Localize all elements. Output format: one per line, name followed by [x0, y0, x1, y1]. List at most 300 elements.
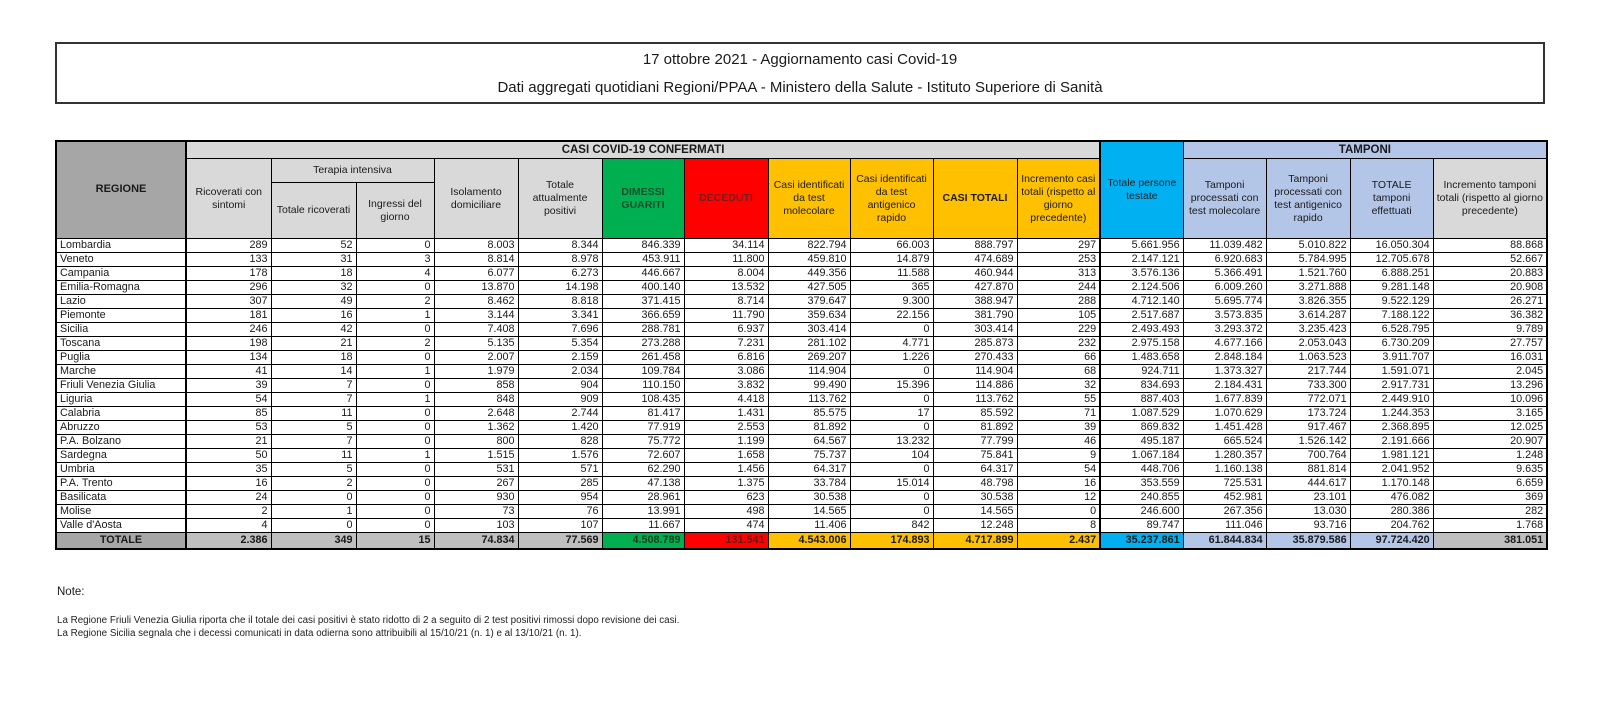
value-cell: 73 — [434, 505, 518, 519]
value-cell: 27.757 — [1433, 337, 1547, 351]
note-line-1: La Regione Friuli Venezia Giulia riporta che il totale dei casi positivi è stato ridotto di 2 a seguito di 2 test positivi rimossi dopo revisione dei casi. — [57, 615, 680, 626]
value-cell: 371.415 — [602, 295, 684, 309]
region-cell: P.A. Trento — [56, 477, 186, 491]
value-cell: 1.431 — [684, 407, 768, 421]
value-cell: 2 — [271, 477, 356, 491]
value-cell: 240.855 — [1100, 491, 1183, 505]
value-cell: 0 — [850, 323, 933, 337]
region-cell: Marche — [56, 365, 186, 379]
value-cell: 15.014 — [850, 477, 933, 491]
value-cell: 448.706 — [1100, 463, 1183, 477]
value-cell: 8.714 — [684, 295, 768, 309]
value-cell: 1.160.138 — [1183, 463, 1266, 477]
value-cell: 9.300 — [850, 295, 933, 309]
value-cell: 13.532 — [684, 281, 768, 295]
value-cell: 110.150 — [602, 379, 684, 393]
value-cell: 107 — [518, 519, 602, 533]
value-cell: 108.435 — [602, 393, 684, 407]
header-totale-attualmente-positivi: Totale attualmente positivi — [518, 159, 602, 239]
value-cell: 11.800 — [684, 253, 768, 267]
header-incremento-tamponi: Incremento tamponi totali (rispetto al giorno precedente) — [1433, 159, 1547, 239]
value-cell: 5.354 — [518, 337, 602, 351]
notes-section — [57, 586, 679, 640]
value-cell: 53 — [186, 421, 271, 435]
value-cell: 0 — [356, 477, 434, 491]
notes-heading: Note: — [57, 586, 85, 598]
value-cell: 8.978 — [518, 253, 602, 267]
value-cell: 6.077 — [434, 267, 518, 281]
value-cell: 13.870 — [434, 281, 518, 295]
value-cell: 21 — [186, 435, 271, 449]
value-cell: 1.591.071 — [1350, 365, 1433, 379]
value-cell: 0 — [850, 505, 933, 519]
value-cell: 99.490 — [768, 379, 850, 393]
value-cell: 270.433 — [933, 351, 1017, 365]
value-cell: 85.575 — [768, 407, 850, 421]
value-cell: 48.798 — [933, 477, 1017, 491]
value-cell: 16.050.304 — [1350, 239, 1433, 253]
value-cell: 31 — [271, 253, 356, 267]
value-cell: 113.762 — [768, 393, 850, 407]
table-row — [56, 267, 1547, 281]
value-cell: 113.762 — [933, 393, 1017, 407]
region-cell: Toscana — [56, 337, 186, 351]
value-cell: 46 — [1017, 435, 1100, 449]
value-cell: 313 — [1017, 267, 1100, 281]
region-cell: Friuli Venezia Giulia — [56, 379, 186, 393]
value-cell: 1 — [271, 505, 356, 519]
value-cell: 1.373.327 — [1183, 365, 1266, 379]
header-tamponi-antigenico: Tamponi processati con test antigenico rapido — [1266, 159, 1350, 239]
value-cell: 924.711 — [1100, 365, 1183, 379]
value-cell: 89.747 — [1100, 519, 1183, 533]
value-cell: 2.517.687 — [1100, 309, 1183, 323]
value-cell: 54 — [1017, 463, 1100, 477]
value-cell: 474 — [684, 519, 768, 533]
value-cell: 229 — [1017, 323, 1100, 337]
value-cell: 2.744 — [518, 407, 602, 421]
value-cell: 261.458 — [602, 351, 684, 365]
total-label: TOTALE — [56, 533, 186, 549]
value-cell: 109.784 — [602, 365, 684, 379]
value-cell: 75.772 — [602, 435, 684, 449]
value-cell: 379.647 — [768, 295, 850, 309]
value-cell: 2 — [356, 337, 434, 351]
value-cell: 909 — [518, 393, 602, 407]
value-cell: 33.784 — [768, 477, 850, 491]
value-cell: 8.344 — [518, 239, 602, 253]
region-cell: Piemonte — [56, 309, 186, 323]
region-cell: Puglia — [56, 351, 186, 365]
value-cell: 7.408 — [434, 323, 518, 337]
value-cell: 4.677.166 — [1183, 337, 1266, 351]
table-row — [56, 463, 1547, 477]
value-cell: 0 — [271, 519, 356, 533]
header-casi-totali: CASI TOTALI — [933, 159, 1017, 239]
table-row — [56, 519, 1547, 533]
region-cell: Sardegna — [56, 449, 186, 463]
value-cell: 0 — [356, 421, 434, 435]
header-deceduti: DECEDUTI — [684, 159, 768, 239]
value-cell: 6.816 — [684, 351, 768, 365]
value-cell: 24 — [186, 491, 271, 505]
value-cell: 30.538 — [933, 491, 1017, 505]
value-cell: 8.818 — [518, 295, 602, 309]
table-row — [56, 337, 1547, 351]
header-tamponi-molecolare: Tamponi processati con test molecolare — [1183, 159, 1266, 239]
value-cell: 7.188.122 — [1350, 309, 1433, 323]
value-cell: 14.565 — [768, 505, 850, 519]
value-cell: 5.366.491 — [1183, 267, 1266, 281]
value-cell: 476.082 — [1350, 491, 1433, 505]
table-row — [56, 505, 1547, 519]
value-cell: 3.165 — [1433, 407, 1547, 421]
region-cell: Valle d'Aosta — [56, 519, 186, 533]
header-terapia-intensiva: Terapia intensiva — [271, 159, 434, 183]
value-cell: 267.356 — [1183, 505, 1266, 519]
value-cell: 66 — [1017, 351, 1100, 365]
value-cell: 77.919 — [602, 421, 684, 435]
table-row — [56, 477, 1547, 491]
value-cell: 81.892 — [768, 421, 850, 435]
value-cell: 81.417 — [602, 407, 684, 421]
value-cell: 0 — [850, 365, 933, 379]
region-cell: Veneto — [56, 253, 186, 267]
value-cell: 1.576 — [518, 449, 602, 463]
value-cell: 2.917.731 — [1350, 379, 1433, 393]
value-cell: 246.600 — [1100, 505, 1183, 519]
value-cell: 5.661.956 — [1100, 239, 1183, 253]
header-incremento-casi: Incremento casi totali (rispetto al giorno precedente) — [1017, 159, 1100, 239]
value-cell: 18 — [271, 267, 356, 281]
total-value-cell: 15 — [356, 533, 434, 549]
value-cell: 34.114 — [684, 239, 768, 253]
value-cell: 495.187 — [1100, 435, 1183, 449]
value-cell: 3.341 — [518, 309, 602, 323]
value-cell: 32 — [1017, 379, 1100, 393]
region-cell: Calabria — [56, 407, 186, 421]
header-totale-tamponi: TOTALE tamponi effettuati — [1350, 159, 1433, 239]
value-cell: 114.904 — [768, 365, 850, 379]
value-cell: 834.693 — [1100, 379, 1183, 393]
value-cell: 76 — [518, 505, 602, 519]
value-cell: 0 — [356, 351, 434, 365]
value-cell: 400.140 — [602, 281, 684, 295]
value-cell: 1.375 — [684, 477, 768, 491]
value-cell: 725.531 — [1183, 477, 1266, 491]
total-value-cell: 35.237.861 — [1100, 533, 1183, 549]
table-row — [56, 449, 1547, 463]
value-cell: 2.368.895 — [1350, 421, 1433, 435]
value-cell: 3.293.372 — [1183, 323, 1266, 337]
value-cell: 444.617 — [1266, 477, 1350, 491]
value-cell: 4 — [356, 267, 434, 281]
value-cell: 9.635 — [1433, 463, 1547, 477]
value-cell: 1.451.428 — [1183, 421, 1266, 435]
header-casi-test-molecolare: Casi identificati da test molecolare — [768, 159, 850, 239]
region-cell: Basilicata — [56, 491, 186, 505]
region-cell: Lombardia — [56, 239, 186, 253]
region-cell: Lazio — [56, 295, 186, 309]
total-row — [56, 533, 1547, 549]
value-cell: 0 — [271, 491, 356, 505]
value-cell: 64.317 — [768, 463, 850, 477]
header-persone-testate: Totale persone testate — [1100, 141, 1183, 239]
value-cell: 198 — [186, 337, 271, 351]
value-cell: 64.317 — [933, 463, 1017, 477]
value-cell: 2.034 — [518, 365, 602, 379]
table-row — [56, 351, 1547, 365]
value-cell: 5.695.774 — [1183, 295, 1266, 309]
value-cell: 13.232 — [850, 435, 933, 449]
value-cell: 6.528.795 — [1350, 323, 1433, 337]
table-row — [56, 379, 1547, 393]
value-cell: 848 — [434, 393, 518, 407]
value-cell: 54 — [186, 393, 271, 407]
value-cell: 39 — [186, 379, 271, 393]
table-row — [56, 365, 1547, 379]
value-cell: 2.147.121 — [1100, 253, 1183, 267]
value-cell: 246 — [186, 323, 271, 337]
value-cell: 1.677.839 — [1183, 393, 1266, 407]
value-cell: 114.904 — [933, 365, 1017, 379]
value-cell: 5.135 — [434, 337, 518, 351]
total-value-cell: 97.724.420 — [1350, 533, 1433, 549]
total-value-cell: 131.541 — [684, 533, 768, 549]
value-cell: 4.771 — [850, 337, 933, 351]
value-cell: 0 — [850, 463, 933, 477]
value-cell: 353.559 — [1100, 477, 1183, 491]
value-cell: 13.296 — [1433, 379, 1547, 393]
value-cell: 0 — [356, 519, 434, 533]
value-cell: 1.515 — [434, 449, 518, 463]
value-cell: 267 — [434, 477, 518, 491]
value-cell: 14 — [271, 365, 356, 379]
value-cell: 16 — [1017, 477, 1100, 491]
value-cell: 9.522.129 — [1350, 295, 1433, 309]
value-cell: 0 — [356, 435, 434, 449]
value-cell: 11 — [271, 449, 356, 463]
value-cell: 1.199 — [684, 435, 768, 449]
value-cell: 3.235.423 — [1266, 323, 1350, 337]
value-cell: 5 — [271, 421, 356, 435]
value-cell: 6.659 — [1433, 477, 1547, 491]
value-cell: 62.290 — [602, 463, 684, 477]
value-cell: 71 — [1017, 407, 1100, 421]
value-cell: 181 — [186, 309, 271, 323]
total-value-cell: 174.893 — [850, 533, 933, 549]
value-cell: 21 — [271, 337, 356, 351]
value-cell: 498 — [684, 505, 768, 519]
value-cell: 23.101 — [1266, 491, 1350, 505]
value-cell: 20.883 — [1433, 267, 1547, 281]
value-cell: 26.271 — [1433, 295, 1547, 309]
value-cell: 0 — [850, 393, 933, 407]
value-cell: 11.667 — [602, 519, 684, 533]
value-cell: 2.493.493 — [1100, 323, 1183, 337]
value-cell: 772.071 — [1266, 393, 1350, 407]
value-cell: 41 — [186, 365, 271, 379]
total-value-cell: 61.844.834 — [1183, 533, 1266, 549]
value-cell: 296 — [186, 281, 271, 295]
value-cell: 869.832 — [1100, 421, 1183, 435]
value-cell: 3.271.888 — [1266, 281, 1350, 295]
value-cell: 2.975.158 — [1100, 337, 1183, 351]
value-cell: 289 — [186, 239, 271, 253]
value-cell: 66.003 — [850, 239, 933, 253]
value-cell: 15.396 — [850, 379, 933, 393]
value-cell: 1.521.760 — [1266, 267, 1350, 281]
value-cell: 22.156 — [850, 309, 933, 323]
report-title-box — [55, 42, 1545, 104]
value-cell: 280.386 — [1350, 505, 1433, 519]
value-cell: 85 — [186, 407, 271, 421]
value-cell: 8.003 — [434, 239, 518, 253]
value-cell: 388.947 — [933, 295, 1017, 309]
value-cell: 20.907 — [1433, 435, 1547, 449]
header-totale-ricoverati: Totale ricoverati — [271, 183, 356, 239]
value-cell: 11.588 — [850, 267, 933, 281]
value-cell: 1.226 — [850, 351, 933, 365]
value-cell: 842 — [850, 519, 933, 533]
value-cell: 28.961 — [602, 491, 684, 505]
value-cell: 11.790 — [684, 309, 768, 323]
value-cell: 1.979 — [434, 365, 518, 379]
total-value-cell: 381.051 — [1433, 533, 1547, 549]
value-cell: 8.814 — [434, 253, 518, 267]
value-cell: 13.030 — [1266, 505, 1350, 519]
value-cell: 459.810 — [768, 253, 850, 267]
value-cell: 2.191.666 — [1350, 435, 1433, 449]
value-cell: 2.449.910 — [1350, 393, 1433, 407]
value-cell: 930 — [434, 491, 518, 505]
value-cell: 8 — [1017, 519, 1100, 533]
value-cell: 571 — [518, 463, 602, 477]
value-cell: 0 — [850, 491, 933, 505]
value-cell: 253 — [1017, 253, 1100, 267]
region-cell: Campania — [56, 267, 186, 281]
region-cell: Abruzzo — [56, 421, 186, 435]
value-cell: 365 — [850, 281, 933, 295]
value-cell: 282 — [1433, 505, 1547, 519]
value-cell: 204.762 — [1350, 519, 1433, 533]
value-cell: 5.784.995 — [1266, 253, 1350, 267]
value-cell: 3.576.136 — [1100, 267, 1183, 281]
value-cell: 12.248 — [933, 519, 1017, 533]
value-cell: 64.567 — [768, 435, 850, 449]
total-value-cell: 4.717.899 — [933, 533, 1017, 549]
value-cell: 52.667 — [1433, 253, 1547, 267]
value-cell: 49 — [271, 295, 356, 309]
value-cell: 1.362 — [434, 421, 518, 435]
value-cell: 12 — [1017, 491, 1100, 505]
value-cell: 6.920.683 — [1183, 253, 1266, 267]
value-cell: 7 — [271, 393, 356, 407]
value-cell: 2.848.184 — [1183, 351, 1266, 365]
value-cell: 232 — [1017, 337, 1100, 351]
value-cell: 904 — [518, 379, 602, 393]
value-cell: 5 — [271, 463, 356, 477]
value-cell: 47.138 — [602, 477, 684, 491]
value-cell: 30.538 — [768, 491, 850, 505]
value-cell: 2.045 — [1433, 365, 1547, 379]
value-cell: 111.046 — [1183, 519, 1266, 533]
value-cell: 6.730.209 — [1350, 337, 1433, 351]
table-row — [56, 393, 1547, 407]
value-cell: 1.456 — [684, 463, 768, 477]
value-cell: 446.667 — [602, 267, 684, 281]
value-cell: 77.799 — [933, 435, 1017, 449]
region-cell: P.A. Bolzano — [56, 435, 186, 449]
covid-table — [55, 140, 1548, 550]
table-row — [56, 309, 1547, 323]
region-cell: Emilia-Romagna — [56, 281, 186, 295]
value-cell: 0 — [356, 239, 434, 253]
value-cell: 881.814 — [1266, 463, 1350, 477]
value-cell: 1.768 — [1433, 519, 1547, 533]
value-cell: 453.911 — [602, 253, 684, 267]
value-cell: 55 — [1017, 393, 1100, 407]
value-cell: 888.797 — [933, 239, 1017, 253]
value-cell: 3.086 — [684, 365, 768, 379]
value-cell: 2.159 — [518, 351, 602, 365]
value-cell: 133 — [186, 253, 271, 267]
value-cell: 3 — [356, 253, 434, 267]
value-cell: 1.658 — [684, 449, 768, 463]
value-cell: 449.356 — [768, 267, 850, 281]
value-cell: 273.288 — [602, 337, 684, 351]
value-cell: 7.696 — [518, 323, 602, 337]
note-line-2: La Regione Sicilia segnala che i decessi comunicati in data odierna sono attribuibili al 15/10/21 (n. 1) e al 13/10/21 (n. 1). — [57, 628, 582, 640]
value-cell: 2.007 — [434, 351, 518, 365]
header-ricoverati-con-sintomi: Ricoverati con sintomi — [186, 159, 271, 239]
value-cell: 4.712.140 — [1100, 295, 1183, 309]
value-cell: 2.184.431 — [1183, 379, 1266, 393]
value-cell: 2.124.506 — [1100, 281, 1183, 295]
value-cell: 244 — [1017, 281, 1100, 295]
value-cell: 1.244.353 — [1350, 407, 1433, 421]
value-cell: 1 — [356, 393, 434, 407]
value-cell: 178 — [186, 267, 271, 281]
value-cell: 2.053.043 — [1266, 337, 1350, 351]
value-cell: 114.886 — [933, 379, 1017, 393]
value-cell: 50 — [186, 449, 271, 463]
header-band-tamponi: TAMPONI — [1183, 141, 1547, 159]
table-row — [56, 407, 1547, 421]
total-value-cell: 4.543.006 — [768, 533, 850, 549]
region-cell: Sicilia — [56, 323, 186, 337]
value-cell: 3.832 — [684, 379, 768, 393]
table-row — [56, 281, 1547, 295]
value-cell: 1.526.142 — [1266, 435, 1350, 449]
value-cell: 288 — [1017, 295, 1100, 309]
value-cell: 954 — [518, 491, 602, 505]
value-cell: 2 — [356, 295, 434, 309]
value-cell: 9.789 — [1433, 323, 1547, 337]
value-cell: 1.067.184 — [1100, 449, 1183, 463]
value-cell: 134 — [186, 351, 271, 365]
value-cell: 452.981 — [1183, 491, 1266, 505]
value-cell: 88.868 — [1433, 239, 1547, 253]
table-row — [56, 421, 1547, 435]
value-cell: 3.911.707 — [1350, 351, 1433, 365]
total-value-cell: 2.437 — [1017, 533, 1100, 549]
value-cell: 3.614.287 — [1266, 309, 1350, 323]
value-cell: 13.991 — [602, 505, 684, 519]
value-cell: 0 — [356, 323, 434, 337]
value-cell: 822.794 — [768, 239, 850, 253]
value-cell: 2.648 — [434, 407, 518, 421]
